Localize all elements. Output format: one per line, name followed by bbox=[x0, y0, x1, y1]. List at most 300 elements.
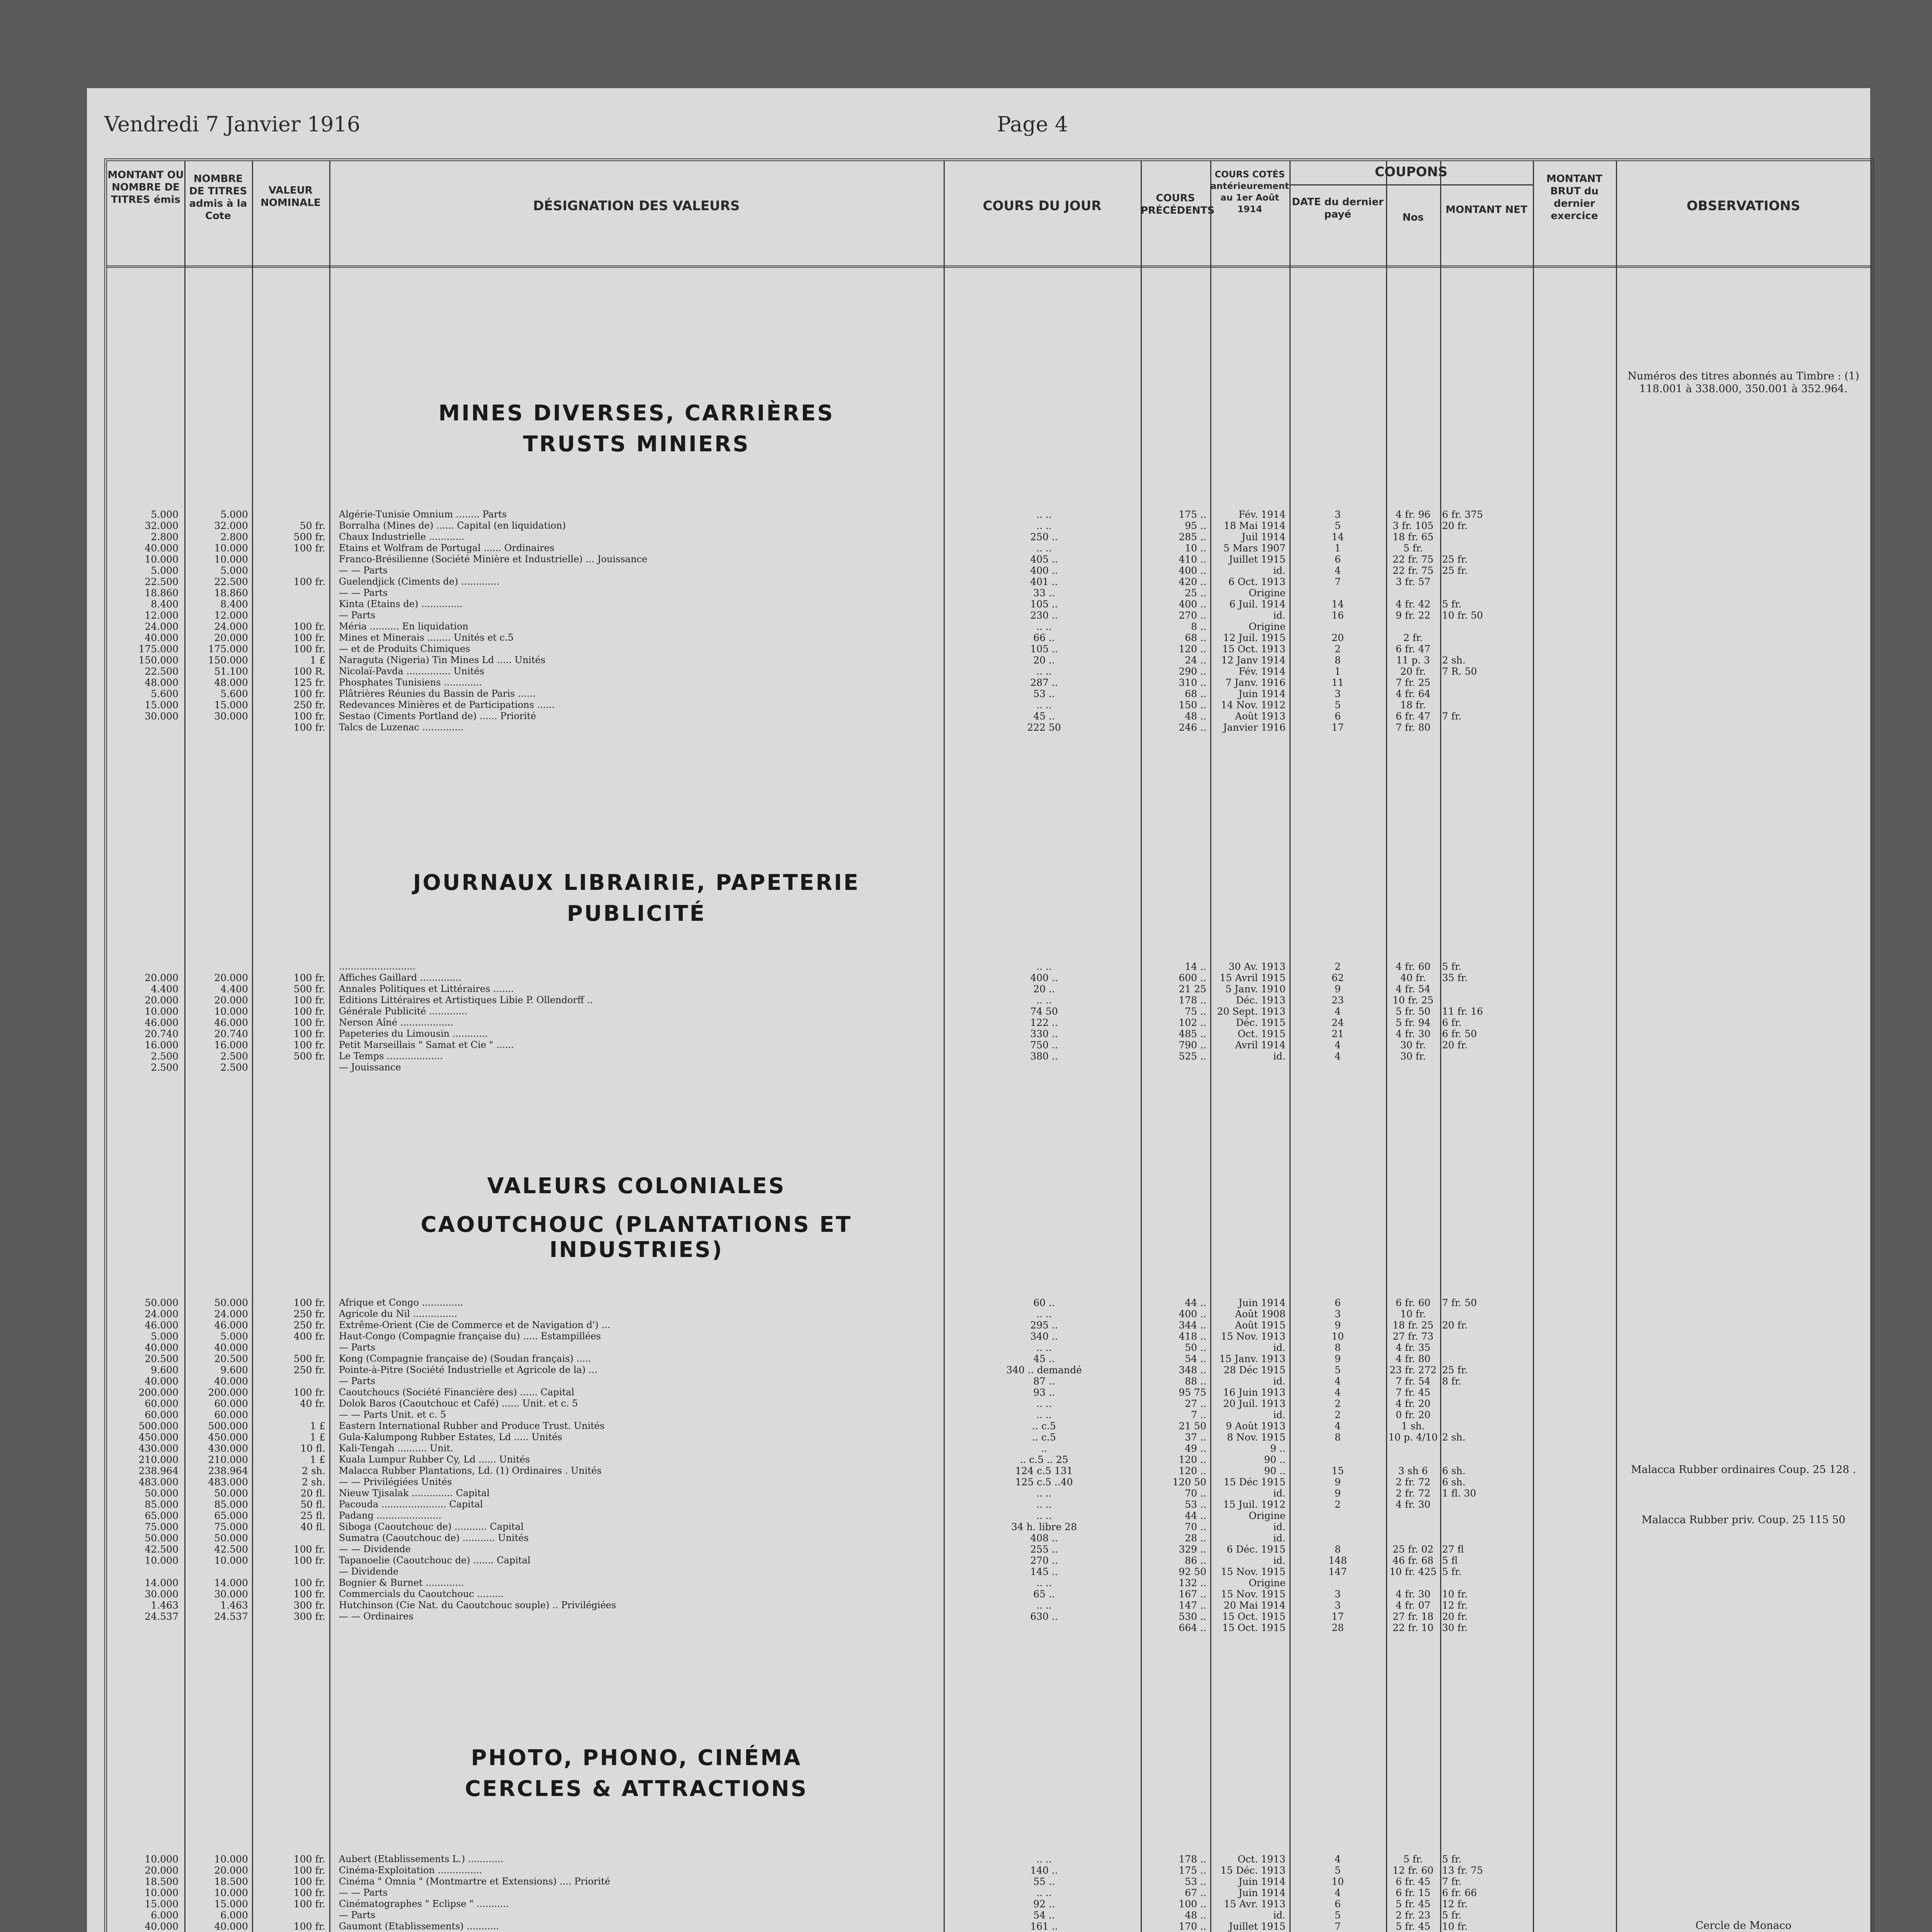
coupon-date-cell: 5 bbox=[1335, 520, 1341, 531]
cours-precedents-cell: 70 .. bbox=[1185, 1521, 1206, 1532]
nombre-cell: 200.000 bbox=[208, 1387, 248, 1398]
coupon-no-cell: 2 fr. 23 bbox=[1395, 1910, 1430, 1921]
cours-aout-cell: 6 Oct. 1913 bbox=[1228, 576, 1286, 587]
cours-jour-cell: .. .. bbox=[1036, 1398, 1052, 1409]
cours-precedents-cell: 27 .. bbox=[1185, 1398, 1206, 1409]
valeur-cell: 100 fr. bbox=[293, 995, 325, 1006]
montant-cell: 8.400 bbox=[151, 599, 179, 610]
montant-net-cell: 25 fr. bbox=[1442, 565, 1468, 576]
table-row bbox=[107, 722, 1871, 733]
cours-jour-cell: 53 .. bbox=[1033, 688, 1055, 699]
cours-precedents-cell: 170 .. bbox=[1179, 1921, 1206, 1932]
cours-aout-cell: Déc. 1915 bbox=[1236, 1017, 1286, 1028]
coupon-no-cell: 2 fr. 72 bbox=[1395, 1476, 1430, 1488]
montant-cell: 2.500 bbox=[151, 1062, 179, 1073]
designation-cell: — Parts bbox=[339, 1910, 376, 1920]
montant-net-cell: 10 fr. 50 bbox=[1442, 610, 1483, 621]
table-row bbox=[107, 1039, 1871, 1051]
table-row bbox=[107, 666, 1871, 677]
montant-net-cell: 10 fr. bbox=[1442, 1588, 1468, 1600]
cours-aout-cell: Juil 1914 bbox=[1242, 531, 1286, 543]
valeur-cell: 300 fr. bbox=[293, 1611, 325, 1622]
cours-jour-cell: .. .. bbox=[1036, 995, 1052, 1006]
cours-jour-cell: 400 .. bbox=[1030, 565, 1058, 576]
montant-net-cell: 7 R. 50 bbox=[1442, 666, 1477, 677]
col-observations: OBSERVATIONS bbox=[1686, 198, 1801, 214]
cours-jour-cell: 54 .. bbox=[1033, 1910, 1055, 1921]
cours-jour-cell: 330 .. bbox=[1030, 1028, 1058, 1039]
table-row bbox=[107, 1865, 1871, 1876]
section-title: VALEURS COLONIALES bbox=[487, 1173, 786, 1199]
valeur-cell: 100 fr. bbox=[293, 1854, 325, 1865]
cours-precedents-cell: 7 .. bbox=[1191, 1409, 1206, 1420]
cours-precedents-cell: 485 .. bbox=[1179, 1028, 1206, 1039]
coupon-no-cell: 6 fr. 15 bbox=[1395, 1887, 1430, 1898]
designation-cell: Kuala Lumpur Rubber Cy, Ld ...... Unités bbox=[339, 1454, 530, 1465]
coupon-no-cell: 22 fr. 10 bbox=[1393, 1622, 1434, 1633]
designation-cell: Editions Littéraires et Artistiques Libie P. Ollendorff .. bbox=[339, 995, 593, 1005]
coupon-no-cell: 18 fr. 65 bbox=[1393, 531, 1434, 543]
designation-cell: Caoutchoucs (Société Financière des) ...... Capital bbox=[339, 1387, 575, 1398]
coupon-no-cell: 6 fr. 60 bbox=[1395, 1297, 1430, 1308]
cours-jour-cell: .. c.5 bbox=[1032, 1432, 1056, 1443]
cours-jour-cell: .. .. bbox=[1036, 1499, 1052, 1510]
valeur-cell: 500 fr. bbox=[293, 983, 325, 995]
cours-precedents-cell: 8 .. bbox=[1191, 621, 1206, 632]
coupon-no-cell: 10 p. 4/10 bbox=[1388, 1432, 1438, 1443]
table-row bbox=[107, 688, 1871, 699]
cours-jour-cell: 405 .. bbox=[1030, 554, 1058, 565]
nombre-cell: 32.000 bbox=[214, 520, 248, 531]
coupon-date-cell: 23 bbox=[1332, 995, 1344, 1006]
cours-aout-cell: 15 Nov. 1915 bbox=[1221, 1588, 1286, 1600]
designation-cell: Afrique et Congo .............. bbox=[339, 1297, 463, 1308]
valeur-cell: 100 fr. bbox=[293, 543, 325, 554]
valeur-cell: 2 sh. bbox=[302, 1465, 325, 1476]
cours-aout-cell: Origine bbox=[1248, 1510, 1286, 1521]
cours-precedents-cell: 92 50 bbox=[1179, 1566, 1206, 1577]
cours-precedents-cell: 44 .. bbox=[1185, 1510, 1206, 1521]
cours-precedents-cell: 48 .. bbox=[1185, 711, 1206, 722]
header-rule bbox=[107, 265, 1871, 268]
designation-cell: Nieuw Tjisalak .............. Capital bbox=[339, 1488, 490, 1498]
table-row bbox=[107, 1006, 1871, 1017]
designation-cell: — et de Produits Chimiques bbox=[339, 643, 470, 654]
cours-aout-cell: 6 Déc. 1915 bbox=[1226, 1544, 1286, 1555]
montant-cell: 30.000 bbox=[145, 1588, 179, 1600]
coupon-no-cell: 25 fr. 02 bbox=[1393, 1544, 1434, 1555]
cours-precedents-cell: 400 .. bbox=[1179, 1308, 1206, 1320]
montant-net-cell: 7 fr. bbox=[1442, 711, 1462, 722]
coupon-date-cell: 2 bbox=[1335, 643, 1341, 655]
coupon-no-cell: 0 fr. 20 bbox=[1395, 1409, 1430, 1420]
nombre-cell: 24.537 bbox=[214, 1611, 248, 1622]
designation-cell: Franco-Brésilienne (Société Minière et Industrielle) ... Jouissance bbox=[339, 554, 648, 565]
valeur-cell: 100 fr. bbox=[293, 1887, 325, 1898]
montant-cell: 1.463 bbox=[151, 1600, 179, 1611]
designation-cell: Haut-Congo (Compagnie française du) ..... Estampillées bbox=[339, 1331, 601, 1342]
designation-cell: — Parts bbox=[339, 1342, 376, 1353]
cours-precedents-cell: 175 .. bbox=[1179, 1865, 1206, 1876]
montant-cell: 50.000 bbox=[145, 1532, 179, 1544]
cours-precedents-cell: 285 .. bbox=[1179, 531, 1206, 543]
cours-aout-cell: Origine bbox=[1248, 587, 1286, 599]
table-row bbox=[107, 1611, 1871, 1622]
cours-precedents-cell: 120 .. bbox=[1179, 643, 1206, 655]
coupon-date-cell: 9 bbox=[1335, 1320, 1341, 1331]
cours-precedents-cell: 664 .. bbox=[1179, 1622, 1206, 1633]
table-row bbox=[107, 1051, 1871, 1062]
coupon-date-cell: 2 bbox=[1335, 961, 1341, 972]
designation-cell: Le Temps ................... bbox=[339, 1051, 443, 1061]
montant-cell: 5.600 bbox=[151, 688, 179, 699]
nombre-cell: 8.400 bbox=[220, 599, 248, 610]
cours-jour-cell: 124 c.5 131 bbox=[1015, 1465, 1073, 1476]
coupon-no-cell: 5 fr. 45 bbox=[1395, 1921, 1430, 1932]
cours-precedents-cell: 49 .. bbox=[1185, 1443, 1206, 1454]
cours-aout-cell: Fév. 1914 bbox=[1238, 666, 1286, 677]
cours-jour-cell: 34 h. libre 28 bbox=[1011, 1521, 1077, 1532]
cours-jour-cell: .. .. bbox=[1036, 666, 1052, 677]
nombre-cell: 12.000 bbox=[214, 610, 248, 621]
montant-net-cell: 5 fr. bbox=[1442, 1854, 1462, 1865]
designation-cell: — Dividende bbox=[339, 1566, 399, 1577]
nombre-cell: 1.463 bbox=[220, 1600, 248, 1611]
table-row bbox=[107, 1887, 1871, 1898]
designation-cell: — Parts bbox=[339, 610, 376, 621]
cours-aout-cell: Avril 1914 bbox=[1235, 1039, 1286, 1051]
cours-jour-cell: .. .. bbox=[1036, 509, 1052, 520]
cours-precedents-cell: 147 .. bbox=[1179, 1600, 1206, 1611]
montant-net-cell: 35 fr. bbox=[1442, 972, 1468, 983]
montant-cell: 175.000 bbox=[138, 643, 179, 655]
section-rows bbox=[107, 1854, 1871, 1932]
designation-cell: Guelendjick (Ciments de) ............. bbox=[339, 576, 500, 587]
col-montant-brut: MONTANT BRUT du dernier exercice bbox=[1546, 173, 1603, 222]
nombre-cell: 65.000 bbox=[214, 1510, 248, 1521]
montant-cell: 40.000 bbox=[145, 632, 179, 643]
table-row bbox=[107, 995, 1871, 1006]
nombre-cell: 483.000 bbox=[208, 1476, 248, 1488]
table-row bbox=[107, 983, 1871, 995]
table-row bbox=[107, 1443, 1871, 1454]
coupon-no-cell: 4 fr. 30 bbox=[1395, 1588, 1430, 1600]
cours-precedents-cell: 310 .. bbox=[1179, 677, 1206, 688]
nombre-cell: 14.000 bbox=[214, 1577, 248, 1588]
valeur-cell: 20 fl. bbox=[300, 1488, 325, 1499]
cours-aout-cell: 20 Sept. 1913 bbox=[1217, 1006, 1286, 1017]
table-row bbox=[107, 1342, 1871, 1353]
nombre-cell: 175.000 bbox=[208, 643, 248, 655]
montant-net-cell: 6 sh. bbox=[1442, 1476, 1466, 1488]
montant-cell: 46.000 bbox=[145, 1320, 179, 1331]
designation-cell: Chaux Industrielle ............ bbox=[339, 531, 464, 542]
coupon-date-cell: 3 bbox=[1335, 1588, 1341, 1600]
cours-precedents-cell: 37 .. bbox=[1185, 1432, 1206, 1443]
table-row bbox=[107, 1854, 1871, 1865]
coupon-no-cell: 2 fr. bbox=[1403, 632, 1423, 643]
coupon-no-cell: 27 fr. 73 bbox=[1393, 1331, 1434, 1342]
coupon-date-cell: 9 bbox=[1335, 1353, 1341, 1364]
cours-jour-cell: 65 .. bbox=[1033, 1588, 1055, 1600]
montant-cell: 20.000 bbox=[145, 1865, 179, 1876]
montant-cell: 15.000 bbox=[145, 699, 179, 711]
cours-aout-cell: Août 1908 bbox=[1235, 1308, 1286, 1320]
designation-cell: — — Parts bbox=[339, 565, 388, 576]
valeur-cell: 100 fr. bbox=[293, 1898, 325, 1910]
cours-precedents-cell: 525 .. bbox=[1179, 1051, 1206, 1062]
coupon-no-cell: 6 fr. 45 bbox=[1395, 1876, 1430, 1887]
nombre-cell: 5.000 bbox=[220, 509, 248, 520]
designation-cell: Sestao (Ciments Portland de) ...... Priorité bbox=[339, 711, 536, 721]
coupon-no-cell: 3 sh 6 bbox=[1398, 1465, 1428, 1476]
montant-net-cell: 10 fr. bbox=[1442, 1921, 1468, 1932]
table-row bbox=[107, 711, 1871, 722]
coupon-no-cell: 7 fr. 80 bbox=[1395, 722, 1430, 733]
montant-cell: 24.537 bbox=[145, 1611, 179, 1622]
table-row bbox=[107, 1062, 1871, 1073]
cours-aout-cell: id. bbox=[1273, 1342, 1286, 1353]
cours-precedents-cell: 86 .. bbox=[1185, 1555, 1206, 1566]
cours-precedents-cell: 44 .. bbox=[1185, 1297, 1206, 1308]
coupon-date-cell: 8 bbox=[1335, 1544, 1341, 1555]
montant-net-cell: 13 fr. 75 bbox=[1442, 1865, 1483, 1876]
montant-cell: 48.000 bbox=[145, 677, 179, 688]
coupon-no-cell: 40 fr. bbox=[1400, 972, 1426, 983]
nombre-cell: 16.000 bbox=[214, 1039, 248, 1051]
cours-aout-cell: 15 Déc 1915 bbox=[1223, 1476, 1286, 1488]
coupon-no-cell: 4 fr. 64 bbox=[1395, 688, 1430, 699]
montant-cell: 430.000 bbox=[138, 1443, 179, 1454]
designation-cell: Dolok Baros (Caoutchouc et Café) ...... Unit. et c. 5 bbox=[339, 1398, 578, 1409]
coupon-date-cell: 5 bbox=[1335, 1865, 1341, 1876]
section-subtitle: CERCLES & ATTRACTIONS bbox=[465, 1776, 808, 1801]
montant-cell: 2.800 bbox=[151, 531, 179, 543]
coupons-rule bbox=[1289, 184, 1533, 185]
coupon-no-cell: 4 fr. 60 bbox=[1395, 961, 1430, 972]
cours-precedents-cell: 530 .. bbox=[1179, 1611, 1206, 1622]
nombre-cell: 48.000 bbox=[214, 677, 248, 688]
coupon-date-cell: 5 bbox=[1335, 1364, 1341, 1376]
cours-precedents-cell: 24 .. bbox=[1185, 655, 1206, 666]
table-row bbox=[107, 587, 1871, 599]
montant-cell: 200.000 bbox=[138, 1387, 179, 1398]
nombre-cell: 150.000 bbox=[208, 655, 248, 666]
cours-aout-cell: 20 Mai 1914 bbox=[1224, 1600, 1286, 1611]
coupon-date-cell: 8 bbox=[1335, 1432, 1341, 1443]
cours-aout-cell: 7 Janv. 1916 bbox=[1225, 677, 1286, 688]
cours-aout-cell: 15 Oct. 1915 bbox=[1222, 1622, 1286, 1633]
cours-precedents-cell: 132 .. bbox=[1179, 1577, 1206, 1588]
cours-precedents-cell: 120 .. bbox=[1179, 1465, 1206, 1476]
cours-precedents-cell: 270 .. bbox=[1179, 610, 1206, 621]
coupon-no-cell: 5 fr. bbox=[1403, 543, 1423, 554]
cours-jour-cell: 93 .. bbox=[1033, 1387, 1055, 1398]
section-title: MINES DIVERSES, CARRIÈRES bbox=[438, 401, 835, 426]
designation-cell: Eastern International Rubber and Produce Trust. Unités bbox=[339, 1420, 605, 1431]
table-row bbox=[107, 1409, 1871, 1420]
designation-cell: — — Ordinaires bbox=[339, 1611, 413, 1622]
nombre-cell: 15.000 bbox=[214, 699, 248, 711]
cours-precedents-cell: 21 25 bbox=[1179, 983, 1206, 995]
coupon-date-cell: 3 bbox=[1335, 1308, 1341, 1320]
coupon-no-cell: 4 fr. 96 bbox=[1395, 509, 1430, 520]
cours-jour-cell: .. .. bbox=[1036, 1409, 1052, 1420]
table-row bbox=[107, 1017, 1871, 1028]
montant-net-cell: 25 fr. bbox=[1442, 1364, 1468, 1376]
cours-aout-cell: 30 Av. 1913 bbox=[1228, 961, 1286, 972]
designation-cell: Pointe-à-Pitre (Société Industrielle et Agricole de la) ... bbox=[339, 1364, 597, 1375]
table-row bbox=[107, 1331, 1871, 1342]
cours-precedents-cell: 178 .. bbox=[1179, 995, 1206, 1006]
cours-jour-cell: .. .. bbox=[1036, 621, 1052, 632]
cours-aout-cell: Origine bbox=[1248, 1577, 1286, 1588]
cours-jour-cell: 74 50 bbox=[1030, 1006, 1058, 1017]
montant-net-cell: 5 fr. bbox=[1442, 961, 1462, 972]
table-row bbox=[107, 961, 1871, 972]
valeur-cell: 2 sh. bbox=[302, 1476, 325, 1488]
table-row bbox=[107, 1577, 1871, 1588]
designation-cell: Kong (Compagnie française de) (Soudan français) ..... bbox=[339, 1353, 591, 1364]
table-row bbox=[107, 543, 1871, 554]
table-row bbox=[107, 632, 1871, 643]
montant-net-cell: 6 fr. 375 bbox=[1442, 509, 1483, 520]
montant-net-cell: 5 fr. bbox=[1442, 1566, 1462, 1577]
coupon-date-cell: 10 bbox=[1332, 1331, 1344, 1342]
designation-cell: Bognier & Burnet ............. bbox=[339, 1577, 464, 1588]
valeur-cell: 400 fr. bbox=[293, 1331, 325, 1342]
coupon-no-cell: 18 fr. bbox=[1400, 699, 1426, 711]
valeur-cell: 100 fr. bbox=[293, 972, 325, 983]
cours-jour-cell: 401 .. bbox=[1030, 576, 1058, 587]
designation-cell: Commercials du Caoutchouc ......... bbox=[339, 1588, 504, 1599]
cours-precedents-cell: 67 .. bbox=[1185, 1887, 1206, 1898]
coupon-date-cell: 6 bbox=[1335, 1297, 1341, 1308]
cours-aout-cell: 5 Mars 1907 bbox=[1223, 543, 1286, 554]
col-coupons: COUPONS bbox=[1374, 164, 1448, 180]
designation-cell: Tapanoelie (Caoutchouc de) ....... Capital bbox=[339, 1555, 531, 1566]
nombre-cell: 42.500 bbox=[214, 1544, 248, 1555]
cours-aout-cell: 20 Juil. 1913 bbox=[1223, 1398, 1286, 1409]
montant-net-cell: 6 fr. bbox=[1442, 1017, 1462, 1028]
montant-net-cell: 20 fr. bbox=[1442, 1320, 1468, 1331]
coupon-date-cell: 17 bbox=[1332, 1611, 1344, 1622]
nombre-cell: 20.500 bbox=[214, 1353, 248, 1364]
cours-aout-cell: Oct. 1913 bbox=[1237, 1854, 1286, 1865]
montant-cell: 18.500 bbox=[145, 1876, 179, 1887]
designation-cell: Petit Marseillais " Samat et Cie " ...... bbox=[339, 1039, 514, 1050]
table-row bbox=[107, 1420, 1871, 1432]
nombre-cell: 500.000 bbox=[208, 1420, 248, 1432]
cours-aout-cell: 5 Janv. 1910 bbox=[1225, 983, 1286, 995]
nombre-cell: 2.800 bbox=[220, 531, 248, 543]
cours-precedents-cell: 68 .. bbox=[1185, 632, 1206, 643]
coupon-date-cell: 5 bbox=[1335, 699, 1341, 711]
montant-cell: 20.500 bbox=[145, 1353, 179, 1364]
coupon-date-cell: 7 bbox=[1335, 576, 1341, 587]
nombre-cell: 40.000 bbox=[214, 1376, 248, 1387]
valeur-cell: 250 fr. bbox=[293, 1308, 325, 1320]
montant-cell: 60.000 bbox=[145, 1398, 179, 1409]
valeur-cell: 100 fr. bbox=[293, 1588, 325, 1600]
table-row bbox=[107, 1532, 1871, 1544]
cours-precedents-cell: 410 .. bbox=[1179, 554, 1206, 565]
coupon-date-cell: 4 bbox=[1335, 1887, 1341, 1898]
table-row bbox=[107, 1921, 1871, 1932]
coupon-no-cell: 12 fr. 60 bbox=[1393, 1865, 1434, 1876]
cours-aout-cell: 6 Juil. 1914 bbox=[1229, 599, 1286, 610]
cours-jour-cell: 408 .. bbox=[1030, 1532, 1058, 1544]
nombre-cell: 10.000 bbox=[214, 1555, 248, 1566]
designation-cell: Sumatra (Caoutchouc de) ........... Unités bbox=[339, 1532, 529, 1543]
table-row bbox=[107, 1297, 1871, 1308]
cours-aout-cell: 15 Oct. 1913 bbox=[1222, 643, 1286, 655]
coupon-date-cell: 9 bbox=[1335, 983, 1341, 995]
designation-cell: — — Parts bbox=[339, 587, 388, 598]
table-row bbox=[107, 1465, 1871, 1476]
montant-cell: 5.000 bbox=[151, 509, 179, 520]
observation-note: Numéros des titres abonnés au Timbre : (1) 118.001 à 338.000, 350.001 à 352.964. bbox=[1628, 370, 1859, 395]
cours-jour-cell: 92 .. bbox=[1033, 1898, 1055, 1910]
designation-cell: — — Privilégiées Unités bbox=[339, 1476, 452, 1487]
coupon-no-cell: 5 fr. 45 bbox=[1395, 1898, 1430, 1910]
designation-cell: Siboga (Caoutchouc de) ........... Capital bbox=[339, 1521, 524, 1532]
coupon-date-cell: 4 bbox=[1335, 1387, 1341, 1398]
montant-cell: 40.000 bbox=[145, 543, 179, 554]
cours-precedents-cell: 246 .. bbox=[1179, 722, 1206, 733]
coupon-date-cell: 1 bbox=[1335, 666, 1341, 677]
montant-cell: 10.000 bbox=[145, 554, 179, 565]
securities-table bbox=[104, 158, 1874, 1932]
cours-aout-cell: id. bbox=[1273, 1488, 1286, 1499]
coupon-no-cell: 3 fr. 105 bbox=[1393, 520, 1434, 531]
montant-cell: 75.000 bbox=[145, 1521, 179, 1532]
coupon-no-cell: 10 fr. 425 bbox=[1389, 1566, 1437, 1577]
valeur-cell: 1 £ bbox=[310, 1454, 325, 1465]
cours-aout-cell: Juin 1914 bbox=[1238, 1876, 1286, 1887]
section-title: PHOTO, PHONO, CINÉMA bbox=[471, 1745, 802, 1770]
cours-precedents-cell: 53 .. bbox=[1185, 1876, 1206, 1887]
designation-cell: Kinta (Etains de) .............. bbox=[339, 599, 463, 609]
coupon-date-cell: 4 bbox=[1335, 565, 1341, 576]
col-nombre: NOMBRE DE TITRES admis à la Cote bbox=[189, 173, 247, 222]
montant-net-cell: 5 fr. bbox=[1442, 599, 1462, 610]
cours-jour-cell: 250 .. bbox=[1030, 531, 1058, 543]
cours-jour-cell: 340 .. demandé bbox=[1006, 1364, 1082, 1376]
cours-jour-cell: 33 .. bbox=[1033, 587, 1055, 599]
table-row bbox=[107, 699, 1871, 711]
montant-cell: 24.000 bbox=[145, 1308, 179, 1320]
table-row bbox=[107, 1588, 1871, 1600]
nombre-cell: 18.500 bbox=[214, 1876, 248, 1887]
montant-cell: 65.000 bbox=[145, 1510, 179, 1521]
cours-aout-cell: id. bbox=[1273, 1409, 1286, 1420]
table-row bbox=[107, 1028, 1871, 1039]
cours-jour-cell: 400 .. bbox=[1030, 972, 1058, 983]
montant-net-cell: 12 fr. bbox=[1442, 1898, 1468, 1910]
nombre-cell: 30.000 bbox=[214, 711, 248, 722]
cours-jour-cell: 60 .. bbox=[1033, 1297, 1055, 1308]
cours-precedents-cell: 290 .. bbox=[1179, 666, 1206, 677]
cours-aout-cell: id. bbox=[1273, 1376, 1286, 1387]
nombre-cell: 46.000 bbox=[214, 1320, 248, 1331]
nombre-cell: 75.000 bbox=[214, 1521, 248, 1532]
valeur-cell: 100 fr. bbox=[293, 621, 325, 632]
designation-cell: Cinéma " Omnia " (Montmartre et Extensions) .... Priorité bbox=[339, 1876, 611, 1887]
cours-jour-cell: 340 .. bbox=[1030, 1331, 1058, 1342]
coupon-no-cell: 1 sh. bbox=[1401, 1420, 1425, 1432]
cours-aout-cell: Janvier 1916 bbox=[1223, 722, 1286, 733]
